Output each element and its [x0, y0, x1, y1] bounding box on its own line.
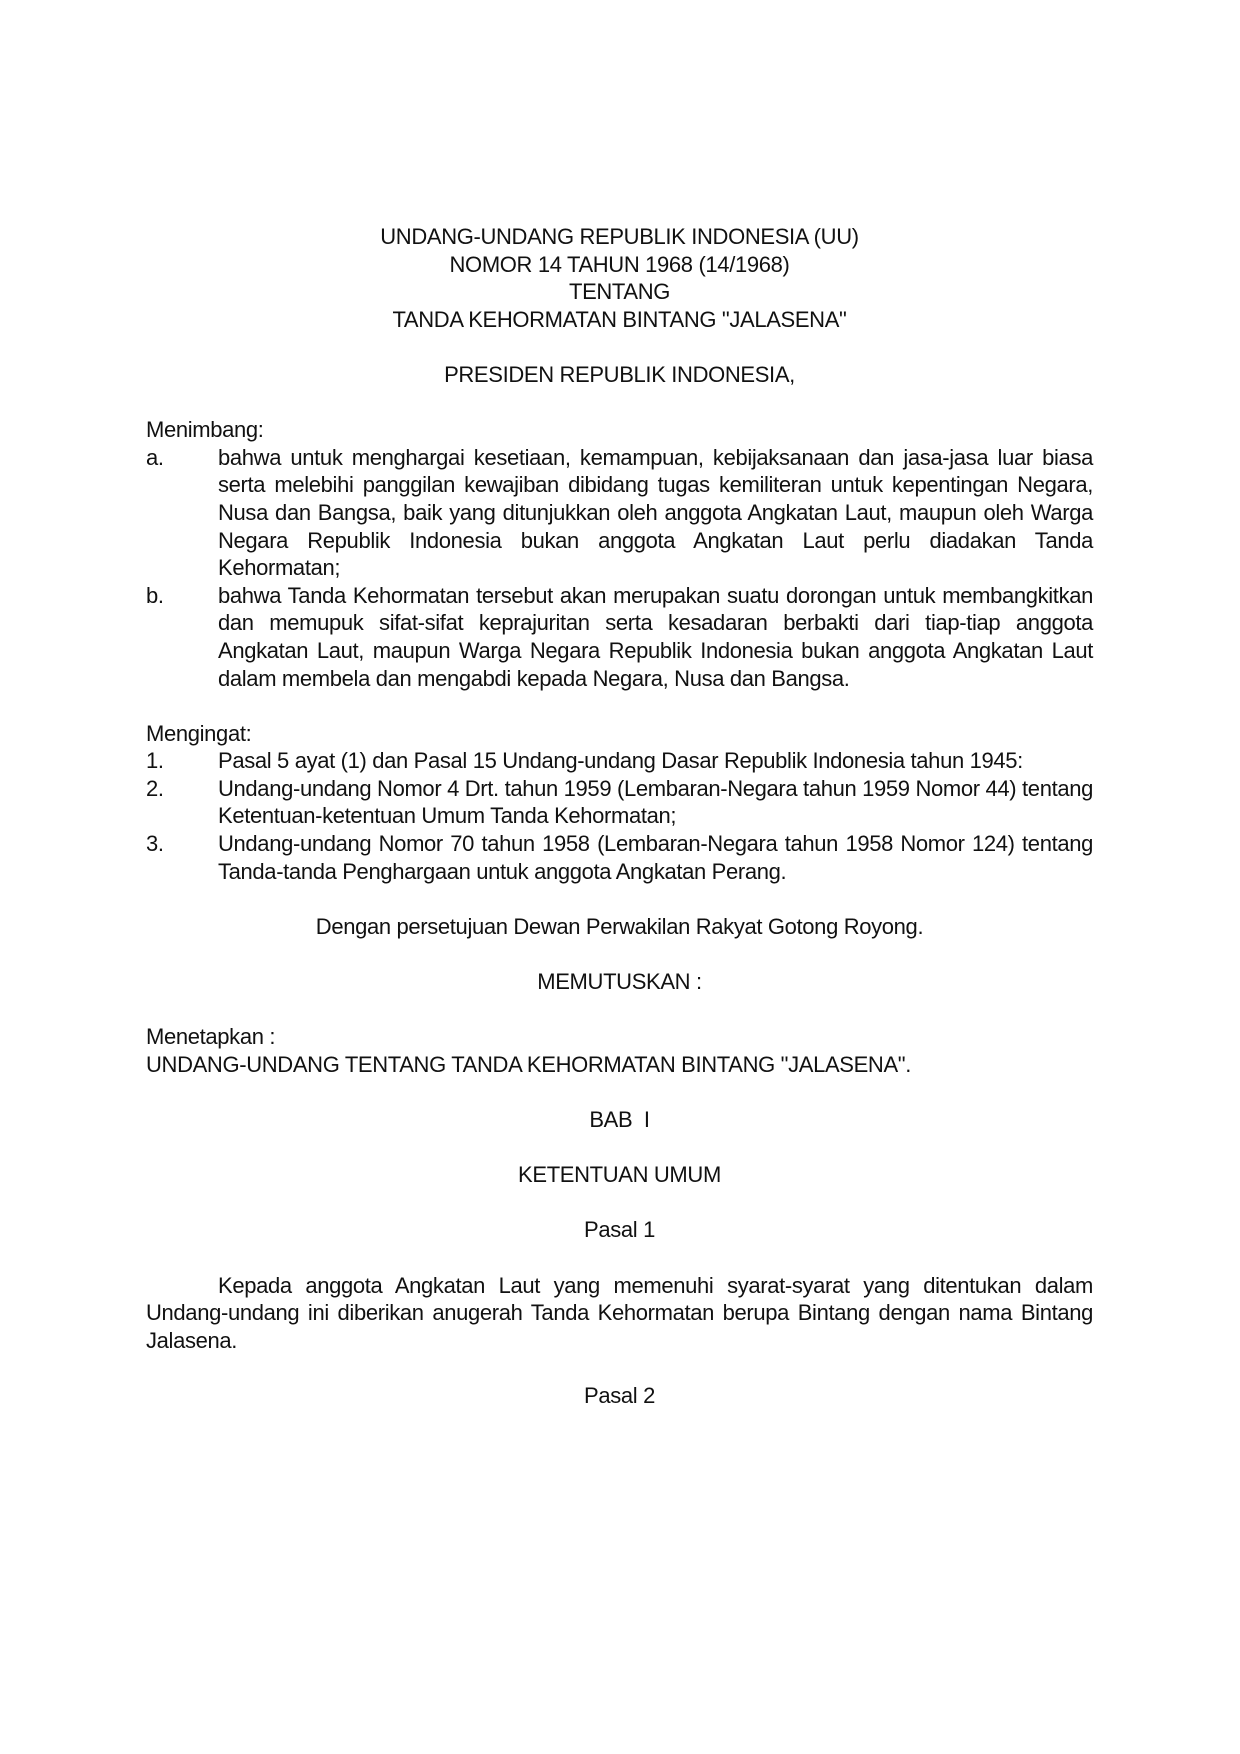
spacer — [146, 885, 1093, 913]
spacer — [146, 1244, 1093, 1272]
menimbang-item-b — [146, 582, 1093, 692]
menimbang-section — [146, 416, 1093, 692]
decision-heading: MEMUTUSKAN : — [537, 969, 702, 995]
spacer — [146, 996, 1093, 1024]
chapter-number: BAB I — [589, 1107, 650, 1132]
mengingat-item-2 — [146, 775, 1093, 830]
list-marker: 3. — [146, 831, 164, 857]
mengingat-item-3 — [146, 830, 1093, 885]
spacer — [146, 389, 1093, 417]
spacer — [146, 1078, 1093, 1106]
article-heading: Pasal 2 — [584, 1382, 655, 1408]
list-item-text: bahwa untuk menghargai kesetiaan, kemampuan, kebijaksanaan dan jasa-jasa luar biasa serta melebihi panggilan kewajiban dibidang tugas kemiliteran untuk kepentingan Negara, Nusa dan Bangsa, baik yang ditunjukkan oleh anggota Angkatan Laut, maupun oleh Warga Negara Republik Indonesia bukan anggota Angkatan Laut perlu diadakan Tanda Kehormatan; — [218, 444, 1093, 581]
list-marker: 2. — [146, 775, 164, 801]
list-item-text: Undang-undang Nomor 70 tahun 1958 (Lembaran-Negara tahun 1958 Nomor 124) tentang Tanda-tanda Penghargaan untuk anggota Angkatan Perang. — [218, 831, 1093, 884]
spacer — [146, 1134, 1093, 1162]
list-item-text: bahwa Tanda Kehormatan tersebut akan merupakan suatu dorongan untuk membangkitkan dan memupuk sifat-sifat keprajuritan serta kesadaran berbakti dari tiap-tiap anggota Angkatan Laut, maupun Warga Negara Republik Indonesia bukan anggota Angkatan Laut dalam membela dan mengabdi kepada Negara, Nusa dan Bangsa. — [218, 582, 1093, 691]
title-line-2: NOMOR 14 TAHUN 1968 (14/1968) — [449, 251, 790, 277]
document-title — [146, 223, 1093, 333]
spacer — [146, 333, 1093, 361]
spacer — [146, 1354, 1093, 1382]
list-item-text: Undang-undang Nomor 4 Drt. tahun 1959 (Lembaran-Negara tahun 1959 Nomor 44) tentang Ketentuan-ketentuan Umum Tanda Kehormatan; — [218, 775, 1093, 829]
article-2 — [146, 1382, 1093, 1410]
list-marker: 1. — [146, 748, 164, 774]
menimbang-label: Menimbang: — [146, 417, 264, 443]
mengingat-label: Mengingat: — [146, 720, 252, 746]
menetapkan-label: Menetapkan : — [146, 1024, 276, 1050]
mengingat-item-1 — [146, 747, 1093, 775]
article-text: Kepada anggota Angkatan Laut yang memenuhi syarat-syarat yang ditentukan dalam Undang-undang ini diberikan anugerah Tanda Kehormatan berupa Bintang dengan nama Bintang Jalasena. — [146, 1272, 1093, 1353]
title-line-3: TENTANG — [568, 279, 671, 305]
list-marker: b. — [146, 582, 164, 608]
title-line-4: TANDA KEHORMATAN BINTANG "JALASENA" — [392, 306, 847, 332]
president-heading: PRESIDEN REPUBLIK INDONESIA, — [444, 361, 795, 387]
list-item-text: Pasal 5 ayat (1) dan Pasal 15 Undang-undang Dasar Republik Indonesia tahun 1945: — [218, 748, 1023, 774]
approval-statement: Dengan persetujuan Dewan Perwakilan Rakyat Gotong Royong. — [315, 913, 924, 939]
list-marker: a. — [146, 444, 164, 470]
title-line-1: UNDANG-UNDANG REPUBLIK INDONESIA (UU) — [380, 224, 859, 249]
chapter-title: KETENTUAN UMUM — [518, 1162, 721, 1188]
menimbang-item-a — [146, 444, 1093, 582]
spacer — [146, 1189, 1093, 1217]
menetapkan-section — [146, 1023, 1093, 1078]
article-heading: Pasal 1 — [584, 1217, 655, 1243]
mengingat-section — [146, 720, 1093, 886]
document-page — [146, 223, 1093, 1410]
spacer — [146, 692, 1093, 720]
article-1 — [146, 1216, 1093, 1354]
spacer — [146, 940, 1093, 968]
menetapkan-text: UNDANG-UNDANG TENTANG TANDA KEHORMATAN BINTANG "JALASENA". — [146, 1051, 912, 1077]
